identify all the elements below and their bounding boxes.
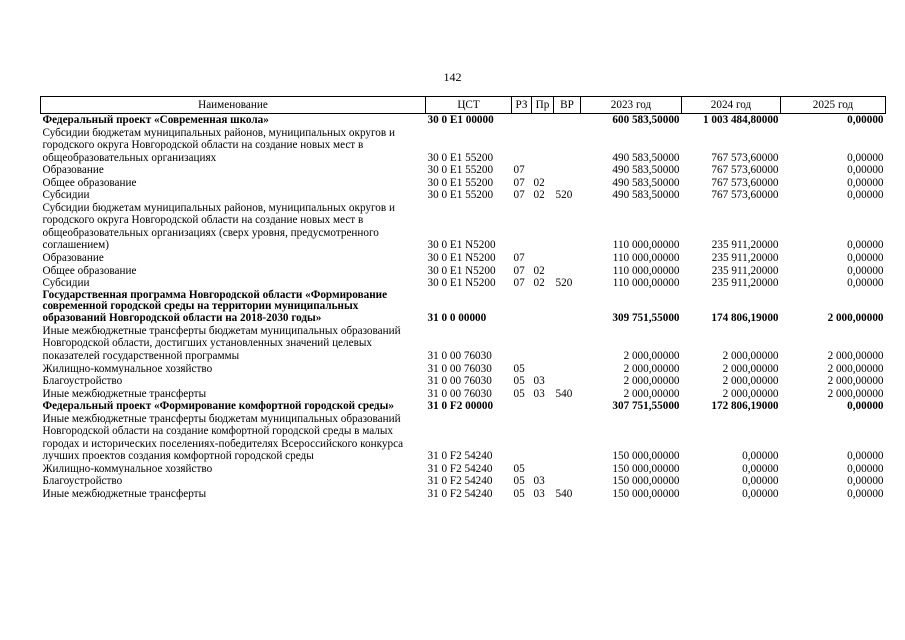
header-2025: 2025 год — [781, 97, 886, 114]
row-name-cell: Благоустройство — [42, 375, 123, 388]
row-2023-cell: 110 000,00000 — [612, 252, 680, 265]
row-2024-cell: 0,00000 — [742, 475, 779, 488]
row-name-cell: Субсидии бюджетам муниципальных районов, муниципальных округов и городского округа Новгородской области на создание новых мест в общеобразовательных организациях — [42, 126, 395, 164]
row-cst-cell: 30 0 E1 55200 — [427, 189, 494, 202]
header-2023: 2023 год — [581, 97, 682, 114]
row-rz-cell: 07 — [513, 277, 525, 290]
table-row — [41, 127, 886, 165]
row-2023-cell: 309 751,55000 — [612, 312, 680, 325]
row-pr-cell: 02 — [533, 277, 545, 290]
row-2024-cell: 767 573,60000 — [711, 164, 779, 177]
row-2025-cell: 0,00000 — [847, 176, 884, 189]
row-2023-cell: 2 000,00000 — [623, 375, 680, 388]
row-cst-cell: 31 0 F2 54240 — [427, 462, 493, 475]
table-row — [41, 114, 886, 127]
row-2025-cell: 0,00000 — [847, 189, 884, 202]
table-row — [41, 277, 886, 290]
header-rz: РЗ — [512, 97, 532, 114]
row-2024-cell: 2 000,00000 — [722, 375, 779, 388]
page-number: 142 — [443, 70, 462, 84]
row-pr-cell — [532, 202, 554, 252]
row-pr-cell — [532, 290, 554, 325]
row-name-cell: Федеральный проект «Современная школа» — [42, 113, 269, 126]
row-2025-cell: 2 000,00000 — [827, 362, 884, 375]
row-2024-cell: 1 003 484,80000 — [702, 114, 779, 126]
row-pr-cell: 03 — [533, 488, 545, 501]
budget-table — [40, 96, 886, 501]
row-2025-cell: 0,00000 — [847, 264, 884, 277]
row-2024-cell: 0,00000 — [742, 450, 779, 463]
row-pr-cell — [532, 363, 554, 376]
row-cst-cell: 30 0 E1 N5200 — [427, 252, 496, 265]
row-vr-cell — [554, 375, 581, 388]
row-rz-cell — [512, 202, 532, 252]
table-row — [41, 265, 886, 278]
table-row — [41, 413, 886, 463]
row-cst-cell: 31 0 0 00000 — [427, 312, 487, 325]
row-rz-cell — [512, 413, 532, 463]
row-name-cell: Иные межбюджетные трансферты — [42, 387, 207, 400]
row-2023-cell: 490 583,50000 — [612, 176, 680, 189]
row-cst-cell: 30 0 E1 55200 — [427, 164, 494, 177]
row-vr-cell — [554, 164, 581, 177]
row-rz-cell: 05 — [513, 475, 525, 488]
row-2023-cell: 2 000,00000 — [623, 387, 680, 400]
row-pr-cell — [532, 400, 554, 413]
row-cst-cell: 30 0 E1 00000 — [427, 114, 494, 126]
row-name-cell: Иные межбюджетные трансферты бюджетам муниципальных образований Новгородской области, достигших установленных значений целевых показателей государственной программы — [42, 324, 401, 362]
row-vr-cell: 520 — [555, 189, 573, 202]
row-vr-cell — [554, 127, 581, 165]
table-row — [41, 290, 886, 325]
row-pr-cell — [532, 325, 554, 363]
table-row — [41, 177, 886, 190]
row-vr-cell — [554, 325, 581, 363]
row-vr-cell: 540 — [555, 387, 573, 400]
row-vr-cell — [554, 400, 581, 413]
row-rz-cell — [512, 325, 532, 363]
row-name-cell: Субсидии — [42, 277, 90, 290]
header-cst: ЦСТ — [426, 97, 512, 114]
row-2025-cell: 0,00000 — [847, 462, 884, 475]
row-rz-cell — [512, 400, 532, 413]
row-2025-cell: 2 000,00000 — [827, 312, 884, 325]
row-cst-cell: 31 0 F2 54240 — [427, 475, 493, 488]
row-name-cell: Образование — [42, 252, 104, 265]
row-2024-cell: 767 573,60000 — [711, 176, 779, 189]
row-2023-cell: 2 000,00000 — [623, 350, 680, 362]
row-2023-cell: 110 000,00000 — [612, 239, 680, 252]
row-pr-cell: 03 — [533, 375, 545, 388]
row-2025-cell: 0,00000 — [847, 400, 884, 413]
row-2025-cell: 0,00000 — [847, 164, 884, 177]
row-2024-cell: 172 806,19000 — [711, 400, 779, 413]
row-cst-cell: 30 0 E1 N5200 — [427, 264, 496, 277]
table-row — [41, 400, 886, 413]
row-pr-cell: 02 — [533, 176, 545, 189]
row-2024-cell: 235 911,20000 — [711, 239, 779, 252]
row-2025-cell: 2 000,00000 — [827, 350, 884, 362]
row-vr-cell — [554, 177, 581, 190]
row-2024-cell: 767 573,60000 — [711, 189, 779, 202]
row-rz-cell — [512, 290, 532, 325]
row-2024-cell: 174 806,19000 — [711, 312, 779, 325]
table-row — [41, 189, 886, 202]
row-name-cell: Жилищно-коммунальное хозяйство — [42, 362, 213, 375]
table-row — [41, 164, 886, 177]
row-vr-cell: 520 — [555, 277, 573, 290]
header-pr: Пр — [532, 97, 554, 114]
row-2025-cell: 0,00000 — [847, 475, 884, 488]
row-rz-cell: 07 — [513, 252, 525, 265]
row-pr-cell: 02 — [533, 264, 545, 277]
row-vr-cell — [554, 252, 581, 265]
row-2023-cell: 150 000,00000 — [612, 475, 680, 488]
row-2025-cell: 0,00000 — [847, 450, 884, 463]
row-2023-cell: 150 000,00000 — [612, 462, 680, 475]
row-name-cell: Иные межбюджетные трансферты бюджетам муниципальных образований Новгородской области на создание комфортной городской среды в малых городах и исторических поселениях-победителях Всероссийского конкурса лучших проектов создания комфортной городской среды — [42, 412, 404, 463]
row-name-cell: Общее образование — [42, 176, 137, 189]
header-name: Наименование — [41, 97, 426, 114]
row-rz-cell — [512, 114, 532, 127]
row-vr-cell — [554, 463, 581, 476]
row-cst-cell: 30 0 E1 N5200 — [427, 239, 496, 252]
row-name-cell: Иные межбюджетные трансферты — [42, 488, 207, 501]
row-2024-cell: 235 911,20000 — [711, 264, 779, 277]
row-2023-cell: 110 000,00000 — [612, 277, 680, 290]
table-row — [41, 202, 886, 252]
row-2025-cell: 0,00000 — [847, 277, 884, 290]
row-2023-cell: 490 583,50000 — [612, 151, 680, 164]
table-body — [41, 114, 886, 501]
row-2025-cell: 0,00000 — [847, 114, 884, 126]
row-2023-cell: 150 000,00000 — [612, 488, 680, 501]
row-rz-cell: 07 — [513, 164, 525, 177]
header-vr: ВР — [554, 97, 581, 114]
row-2024-cell: 235 911,20000 — [711, 252, 779, 265]
row-2024-cell: 2 000,00000 — [722, 350, 779, 362]
table-header-row — [41, 97, 886, 114]
table-row — [41, 252, 886, 265]
row-2025-cell: 2 000,00000 — [827, 375, 884, 388]
row-2025-cell: 2 000,00000 — [827, 387, 884, 400]
row-pr-cell — [532, 164, 554, 177]
row-pr-cell: 02 — [533, 189, 545, 202]
row-vr-cell — [554, 202, 581, 252]
row-pr-cell — [532, 127, 554, 165]
row-2025-cell: 0,00000 — [847, 151, 884, 164]
row-2023-cell: 490 583,50000 — [612, 189, 680, 202]
row-2023-cell: 307 751,55000 — [612, 400, 680, 413]
row-cst-cell: 31 0 00 76030 — [427, 375, 492, 388]
row-2025-cell: 0,00000 — [847, 488, 884, 501]
row-name-cell: Субсидии бюджетам муниципальных районов, муниципальных округов и городского округа Новгородской области на создание новых мест в общеобразовательных организациях (сверх уровня, предусмотренного соглашением) — [42, 201, 395, 252]
row-2024-cell: 235 911,20000 — [711, 277, 779, 290]
row-name-cell: Благоустройство — [42, 475, 123, 488]
row-cst-cell: 31 0 00 76030 — [427, 387, 492, 400]
row-rz-cell: 07 — [513, 176, 525, 189]
row-cst-cell: 31 0 F2 54240 — [427, 488, 493, 501]
row-name-cell: Жилищно-коммунальное хозяйство — [42, 462, 213, 475]
row-pr-cell — [532, 252, 554, 265]
row-2023-cell: 110 000,00000 — [612, 264, 680, 277]
table-row — [41, 363, 886, 376]
row-cst-cell: 31 0 F2 54240 — [427, 450, 493, 463]
row-name-cell: Федеральный проект «Формирование комфортной городской среды» — [42, 399, 394, 412]
row-2025-cell: 0,00000 — [847, 239, 884, 252]
row-2023-cell: 150 000,00000 — [612, 450, 680, 463]
row-rz-cell: 07 — [513, 264, 525, 277]
row-cst-cell: 31 0 00 76030 — [427, 350, 492, 362]
row-2024-cell: 0,00000 — [742, 488, 779, 501]
row-pr-cell: 03 — [533, 475, 545, 488]
table-row — [41, 375, 886, 388]
row-2023-cell: 600 583,50000 — [612, 114, 680, 126]
table-row — [41, 325, 886, 363]
row-cst-cell: 31 0 F2 00000 — [427, 400, 494, 413]
row-rz-cell: 05 — [513, 488, 525, 501]
row-name-cell: Общее образование — [42, 264, 137, 277]
table-row — [41, 388, 886, 401]
row-name-cell: Субсидии — [42, 189, 90, 202]
row-name-cell: Образование — [42, 164, 104, 177]
table-row — [41, 475, 886, 488]
row-name-cell: Государственная программа Новгородской области «Формирование современной городской среды на территории муниципальных образований Новгородской области на 2018-2030 годы» — [42, 288, 388, 325]
row-2024-cell: 0,00000 — [742, 462, 779, 475]
row-vr-cell — [554, 413, 581, 463]
row-2024-cell: 767 573,60000 — [711, 151, 779, 164]
row-2023-cell: 490 583,50000 — [612, 164, 680, 177]
row-2024-cell: 2 000,00000 — [722, 387, 779, 400]
row-rz-cell: 07 — [513, 189, 525, 202]
row-pr-cell — [532, 463, 554, 476]
row-rz-cell — [512, 127, 532, 165]
row-cst-cell: 30 0 E1 55200 — [427, 151, 494, 164]
row-2023-cell: 2 000,00000 — [623, 362, 680, 375]
table-row — [41, 488, 886, 501]
row-cst-cell: 30 0 E1 55200 — [427, 176, 494, 189]
row-rz-cell: 05 — [513, 362, 525, 375]
row-vr-cell — [554, 114, 581, 127]
row-cst-cell: 30 0 E1 N5200 — [427, 277, 496, 290]
row-pr-cell — [532, 413, 554, 463]
row-vr-cell — [554, 363, 581, 376]
table-row — [41, 463, 886, 476]
row-pr-cell: 03 — [533, 387, 545, 400]
row-2024-cell: 2 000,00000 — [722, 362, 779, 375]
row-rz-cell: 05 — [513, 387, 525, 400]
row-vr-cell — [554, 290, 581, 325]
row-rz-cell: 05 — [513, 375, 525, 388]
row-cst-cell: 31 0 00 76030 — [427, 362, 492, 375]
row-vr-cell: 540 — [555, 488, 573, 501]
row-vr-cell — [554, 475, 581, 488]
row-pr-cell — [532, 114, 554, 127]
header-2024: 2024 год — [682, 97, 781, 114]
row-2025-cell: 0,00000 — [847, 252, 884, 265]
row-vr-cell — [554, 265, 581, 278]
row-rz-cell: 05 — [513, 462, 525, 475]
